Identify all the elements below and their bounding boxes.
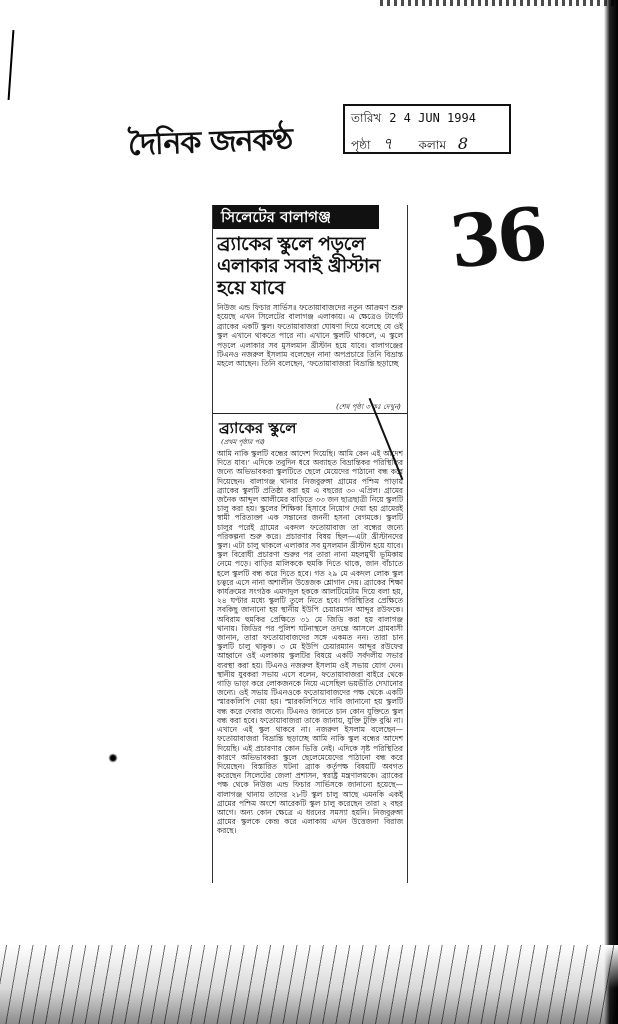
section-divider <box>213 413 407 414</box>
article-body-lead: নিউজ এন্ড ফিচার সার্ভিস॥ ফতোয়াবাজদের নতুন আক্রমণ শুরু হয়েছে এখন সিলেটের বালাগঞ্জ এলাকায়। এ ক্ষেত্রেও টার্গেট ব্র্যাকের একটি স্কুল। ফতোয়াবাজরা ঘোষণা দিয়ে বলেছে যে ওই স্কুল এখানে থাকতে পারে না। এখানে স্কুলটি থাকলে, এ স্কুলে পড়লে এলাকার সব মুসলমান খ্রীস্টান হয়ে যাবে। বালাগঞ্জের টিএনও নজরুল ইসলাম বলেছেন নানা অপপ্রচারে তিনি বিভ্রান্ত মহলে আছেন। তিনি বলেছেন, ‘ফতোয়াবাজরা বিভ্রান্তি ছড়াচ্ছে <box>217 303 403 369</box>
scan-top-noise <box>380 0 618 6</box>
article-body-continued: আমি নাকি স্কুলটি বন্ধের আদেশ দিয়েছি। আমি কেন এই আদেশ দিতে যাব।’ এদিকে তবুদিন ধরে অব্যাহত বিভ্রান্তিকর পরিস্থিতির জন্যে অভিভাবকরা স্কুলটিতে ছেলে মেয়েদের পাঠানো বন্ধ করে দিয়েছেন। বালাগঞ্জ থানার নিজবুরুঙ্গা গ্রামের পশ্চিম পাড়ায় ব্র্যাকের স্কুলটি প্রতিষ্ঠা করা হয় এ বছরের ৩০ এপ্রিল। গ্রামের জনৈক আব্দুল আলীমের বাড়িতে ৩৩ জন ছাত্রছাত্রী নিয়ে স্কুলটি চালু করা হয়। স্কুলের শিক্ষিকা হিসাবে নিয়োগ দেয়া হয় গ্রামেরই স্বামী পরিত্যক্তা এক সন্তানের জননী হসনা বেগমকে। স্কুলটি চালুর পরেই গ্রামের একদল ফতোয়াবাজ তা বন্ধের জন্যে পরিকল্পনা শুরু করে। প্রচারণার বিষয় ছিল—এটা খ্রীস্টানদের স্কুল। এটা চালু থাকলে এলাকার সব মুসলমান খ্রীস্টান হয়ে যাবে। স্কুল বিরোধী প্রচারণা শুরুর পর তারা নানা মহলমুখী ভূমিকায় নেমে পড়ে। বাড়ির মালিককে হুমকি দিতে থাকে, জান বাঁচাতে হলে স্কুলটি বন্ধ করে দিতে হবে। গত ২৯ মে একদল লোক স্কুল চত্বরে এসে নানা অশালীন উত্তেজক শ্লোগান দেয়। ব্র্যাকের শিক্ষা কার্যক্রমের সংগঠক এমদাদুল হককে আলটিমেটাম দিয়ে বলা হয়, ২৪ ঘণ্টার মধ্যে স্কুলটি তুলে নিতে হবে। পরিস্থিতির প্রেক্ষিতে সবকিছু জানানো হয় স্থানীয় ইউপি চেয়ারম্যান আব্দুর রউফকে। অবিরাম হুমকির প্রেক্ষিতে ৩১ মে জিডি করা হয় বালাগঞ্জ থানায়। জিডির পর পুলিশ ঘটনাস্থলে তদন্তে আসলে গ্রামবাসী জানান, তারা ফতোয়াবাজদের সঙ্গে একমত নন। তারা চান স্কুলটি চালু থাকুক। ৩ মে ইউপি চেয়ারম্যান আব্দুর রউফের আহ্বানে ওই এলাকায় স্কুলটির বিষয়ে একটি সর্বদলীয় সভার ব্যবস্থা করা হয়। টিএনও নজরুল ইসলাম ওই সভায় যোগ দেন। স্থানীয় যুবকরা সভায় এসে বলেন, ফতোয়াবাজরা বাইরে থেকে গাড়ি ভাড়া করে লোকজনকে নিয়ে এসেছিল ভয়ভীতি দেখানোর জন্যে। ওই সভায় টিএনওকে ফতোয়াবাজদের পক্ষ থেকে একটি স্মারকলিপি দেয়া হয়। স্মারকলিপিতে দাবি জানানো হয় স্কুলটি বন্ধ করে দেবার জন্যে। টিএনও জানতে চান কোন যুক্তিতে স্কুল বন্ধ করা হবে। ফতোয়াবাজরা তাকে জানায়, যুক্তি টুক্তি বুঝি না। এখানে এই স্কুল থাকবে না। নজরুল ইসলাম বলেছেন— ফতোয়াবাজরা বিভ্রান্তি ছড়াচ্ছে আমি নাকি স্কুল বন্ধের আদেশ দিয়েছি। এই প্রচারণার কোন ভিত্তি নেই। এদিকে সৃষ্ট পরিস্থিতির কারণে অভিভাবকরা স্কুলে ছেলেমেয়েদের পাঠানো বন্ধ করে দিয়েছেন। বিস্তারিত ঘটনা ব্র্যাক কর্তৃপক্ষ বিষয়টি অবগত করেছেন সিলেটের জেলা প্রশাসন, স্বরাষ্ট্র মন্ত্রণালয়কে। ব্র্যাকের পক্ষ থেকে নিউজ এন্ড ফিচার সার্ভিসকে জানানো হয়েছে— বালাগঞ্জ থানায় তাদের ২৮টি স্কুল চালু আছে এমনকি একই গ্রামের পশ্চিম অংশে আরেকটি স্কুল চালু করেছেন তারা ২ বছর আগে। অন্য কোন ক্ষেত্রে এ ধরনের সমস্যা হয়নি। নিজবুরুঙ্গা গ্রামের স্কুলকে কেন্দ্র করে এলাকায় এখন উত্তেজনা বিরাজ করছে। <box>217 449 403 836</box>
article-clipping <box>212 205 408 883</box>
scan-bottom-noise <box>0 945 618 1024</box>
stamp-column-value: 8 <box>457 134 469 153</box>
handwritten-page-number: 36 <box>445 190 549 285</box>
stamp-date-label: তারিখ <box>351 111 382 125</box>
stamp-page-label: পৃষ্ঠা <box>351 138 371 152</box>
stamp-page-value: ৭ <box>382 134 393 153</box>
continuation-subhead: ব্র্যাকের স্কুলে <box>219 419 297 437</box>
scan-speck <box>108 752 118 764</box>
article-headline: ব্র্যাকের স্কুলে পড়লে এলাকার সবাই খ্রীস্টান হয়ে যাবে <box>217 233 380 299</box>
scan-scratch <box>8 30 15 100</box>
stamp-date: 2 4 JUN 1994 <box>389 111 476 125</box>
scan-edge-shadow <box>604 0 618 1024</box>
stamp-column-label: কলাম <box>418 138 446 152</box>
from-page-note: (প্রথম পৃষ্ঠার পর) <box>221 438 265 446</box>
clipping-stamp <box>343 104 511 154</box>
article-kicker: সিলেটের বালাগঞ্জ <box>213 205 379 229</box>
continued-note: (শেষ পৃষ্ঠা ৩ কঃ দেখুন) <box>335 403 401 411</box>
newspaper-masthead: দৈনিক জনকণ্ঠ <box>127 122 293 163</box>
